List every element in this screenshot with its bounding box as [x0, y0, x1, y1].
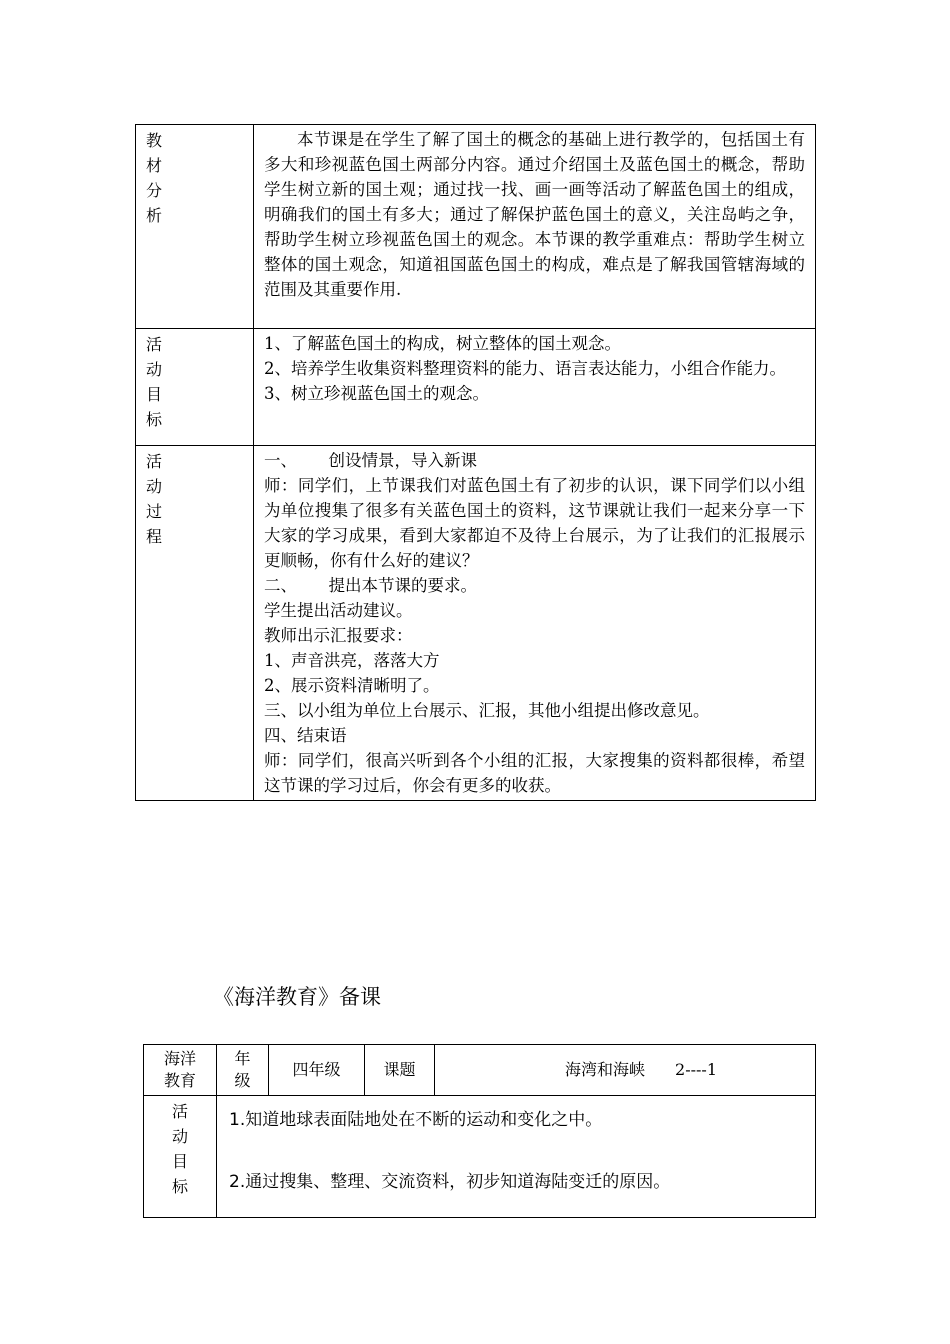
topic-code: 2----1 — [675, 1060, 717, 1079]
table-row — [136, 446, 816, 801]
table-row — [144, 1045, 816, 1096]
lesson-header-table — [143, 1044, 816, 1218]
activity-goals — [254, 329, 816, 446]
process-line: 一、 创设情景，导入新课 — [264, 451, 477, 470]
label-char: 活 — [146, 452, 163, 471]
grade-label: 级 — [234, 1071, 251, 1090]
page-title: 《海洋教育》备课 — [213, 985, 381, 1009]
label-char: 动 — [146, 477, 163, 496]
process-line: 师：同学们，上节课我们对蓝色国土有了初步的认识，课下同学们以小组为单位搜集了很多有关蓝色国土的资料，这节课就让我们一起来分享一下大家的学习成果，看到大家都迫不及待上台展示，为了让我们的汇报展示更顺畅，你有什么好的建议？ — [264, 476, 805, 570]
label-char: 活 — [171, 1102, 188, 1121]
row-label — [136, 329, 254, 446]
materials-analysis — [254, 125, 816, 329]
label-char: 程 — [146, 527, 163, 546]
subject-text: 海洋 — [163, 1049, 196, 1068]
goal-item: 3、树立珍视蓝色国土的观念。 — [264, 384, 489, 403]
row-label — [136, 125, 254, 329]
grade-value: 四年级 — [269, 1045, 365, 1096]
process-line: 2、展示资料清晰明了。 — [264, 676, 440, 695]
process-line: 1、声音洪亮，落落大方 — [264, 651, 440, 670]
topic-label: 课题 — [365, 1045, 435, 1096]
goal-item: 2.通过搜集、整理、交流资料，初步知道海陆变迁的原因。 — [229, 1172, 671, 1192]
goal-item: 1.知道地球表面陆地处在不断的运动和变化之中。 — [229, 1110, 603, 1130]
process-line: 学生提出活动建议。 — [264, 601, 413, 620]
table-row — [136, 329, 816, 446]
label-char: 动 — [146, 360, 163, 379]
grade-label: 年 — [234, 1049, 251, 1068]
process-line: 三、以小组为单位上台展示、汇报，其他小组提出修改意见。 — [264, 701, 710, 720]
lesson-plan-table — [135, 124, 816, 801]
topic-cell — [435, 1045, 816, 1096]
activity-goals-list — [217, 1096, 816, 1218]
process-line: 二、 提出本节课的要求。 — [264, 576, 477, 595]
label-char: 标 — [171, 1177, 188, 1196]
goal-item: 1、了解蓝色国土的构成，树立整体的国土观念。 — [264, 334, 621, 353]
table-row — [136, 125, 816, 329]
process-line: 四、结束语 — [264, 726, 347, 745]
topic-value: 海湾和海峡 — [565, 1060, 646, 1079]
label-char: 析 — [146, 206, 163, 225]
subject-text: 教育 — [163, 1071, 196, 1090]
label-char: 目 — [171, 1152, 188, 1171]
label-char: 目 — [146, 385, 163, 404]
row-label — [136, 446, 254, 801]
label-char: 材 — [146, 156, 163, 175]
activity-process — [254, 446, 816, 801]
subject-cell — [144, 1045, 217, 1096]
row-label — [144, 1096, 217, 1218]
process-line: 师：同学们，很高兴听到各个小组的汇报，大家搜集的资料都很棒，希望这节课的学习过后，你会有更多的收获。 — [264, 751, 805, 795]
process-line: 教师出示汇报要求： — [264, 626, 413, 645]
label-char: 分 — [146, 181, 163, 200]
goal-item: 2、培养学生收集资料整理资料的能力、语言表达能力，小组合作能力。 — [264, 359, 786, 378]
label-char: 过 — [146, 502, 163, 521]
label-char: 标 — [146, 410, 163, 429]
grade-label-cell — [217, 1045, 269, 1096]
label-char: 动 — [171, 1127, 188, 1146]
paragraph: 本节课是在学生了解了国土的概念的基础上进行教学的，包括国土有多大和珍视蓝色国土两部分内容。通过介绍国土及蓝色国土的概念，帮助学生树立新的国土观；通过找一找、画一画等活动了解蓝色国土的组成，明确我们的国土有多大；通过了解保护蓝色国土的意义，关注岛屿之争，帮助学生树立珍视蓝色国土的观念。本节课的教学重难点：帮助学生树立整体的国土观念，知道祖国蓝色国土的构成，难点是了解我国管辖海域的范围及其重要作用. — [264, 130, 805, 299]
label-char: 教 — [146, 131, 163, 150]
label-char: 活 — [146, 335, 163, 354]
table-row — [144, 1096, 816, 1218]
